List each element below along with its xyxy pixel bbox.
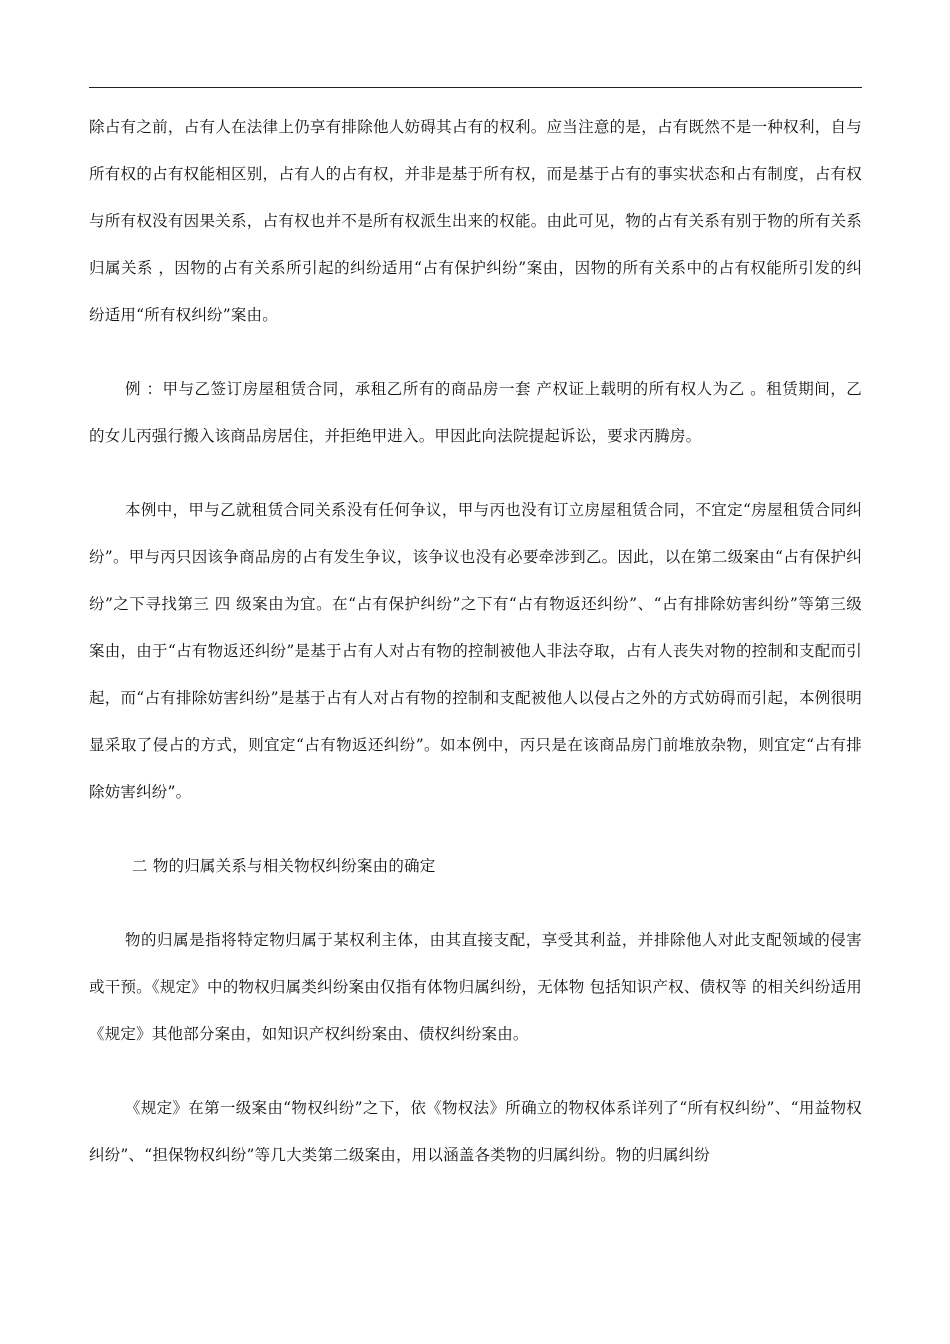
paragraph-example-analysis: 本例中，甲与乙就租赁合同关系没有任何争议，甲与丙也没有订立房屋租赁合同，不宜定“房屋租赁合同纠纷”。甲与丙只因该争商品房的占有发生争议，该争议也没有必要牵涉到乙。因此，以在第二级案由“占有保护纠纷”之下寻找第三 四 级案由为宜。在“占有保护纠纷”之下有“占有物返还纠纷”、“占有排除妨害纠纷”等第三级案由，由于“占有物返还纠纷”是基于占有人对占有物的控制被他人非法夺取，占有人丧失对物的控制和支配而引起，而“占有排除妨害纠纷”是基于占有人对占有物的控制和支配被他人以侵占之外的方式妨碍而引起，本例很明显采取了侵占的方式，则宜定“占有物返还纠纷”。如本例中，丙只是在该商品房门前堆放杂物，则宜定“占有排除妨害纠纷”。 [89, 501, 862, 801]
paragraph-possession-vs-ownership: 除占有之前，占有人在法律上仍享有排除他人妨碍其占有的权利。应当注意的是，占有既然不是一种权利，自与所有权的占有权能相区别，占有人的占有权，并非是基于所有权，而是基于占有的事实状态和占有制度，占有权与所有权没有因果关系，占有权也并不是所有权派生出来的权能。由此可见，物的占有关系有别于物的所有关系 归属关系 ，因物的占有关系所引起的纠纷适用“占有保护纠纷”案由，因物的所有关系中的占有权能所引发的纠纷适用“所有权纠纷”案由。 [89, 118, 862, 324]
paragraph-ownership-definition: 物的归属是指将特定物归属于某权利主体，由其直接支配，享受其利益，并排除他人对此支配领域的侵害或干预。《规定》中的物权归属类纠纷案由仅指有体物归属纠纷，无体物 包括知识产权、债权等 的相关纠纷适用《规定》其他部分案由，如知识产权纠纷案由、债权纠纷案由。 [89, 931, 862, 1043]
document-body [89, 104, 862, 1179]
paragraph-example: 例 ：甲与乙签订房屋租赁合同，承租乙所有的商品房一套 产权证上载明的所有权人为乙 。租赁期间，乙的女儿丙强行搬入该商品房居住，并拒绝甲进入。甲因此向法院提起诉讼，要求丙腾房。 [89, 380, 862, 445]
section-heading: 二 物的归属关系与相关物权纠纷案由的确定 [132, 857, 436, 875]
header-rule [89, 87, 862, 88]
paragraph-regulation-structure: 《规定》在第一级案由“物权纠纷”之下，依《物权法》所确立的物权体系详列了“所有权纠纷”、“用益物权纠纷”、“担保物权纠纷”等几大类第二级案由，用以涵盖各类物的归属纠纷。物的归属纠纷 [89, 1099, 862, 1164]
